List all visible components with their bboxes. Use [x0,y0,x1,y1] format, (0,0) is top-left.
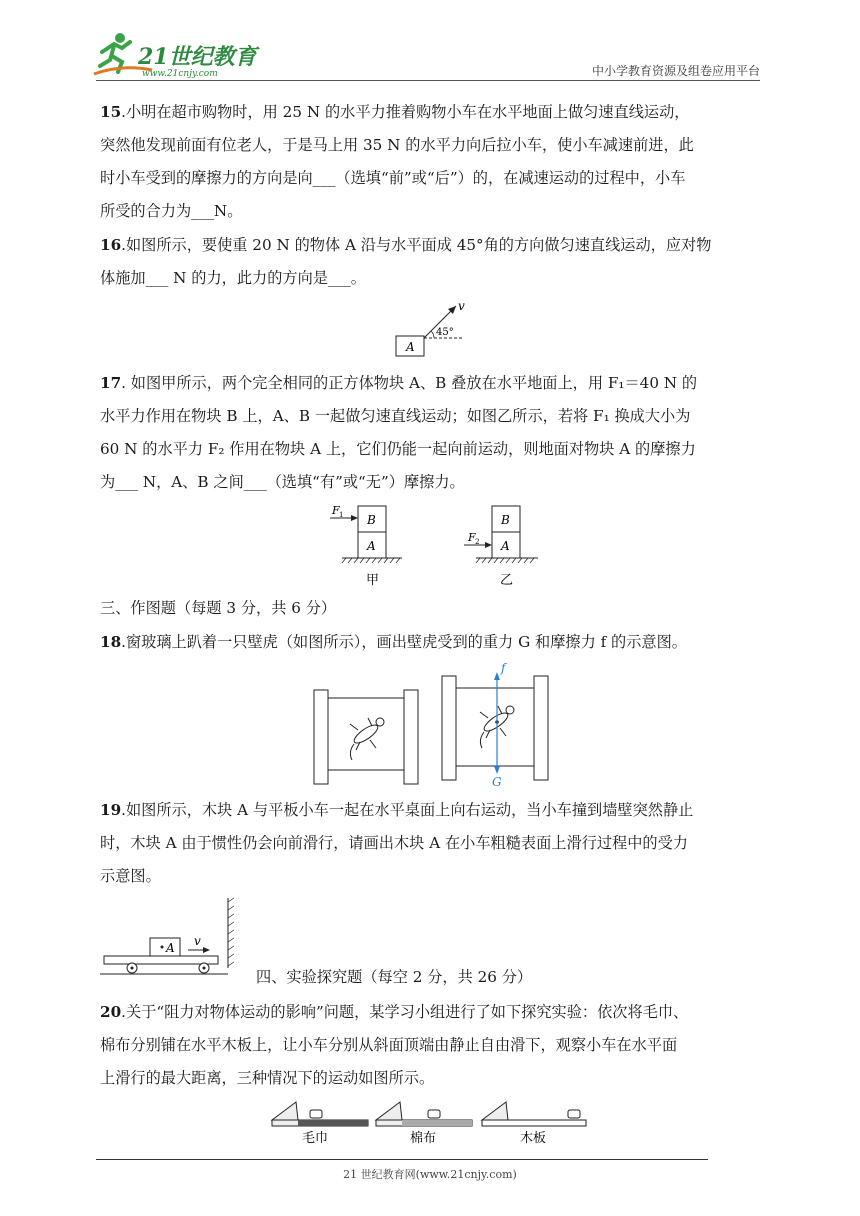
q18-g-label: G [492,775,502,789]
q15-line2: 突然他发现前面有位老人，于是马上用 35 N 的水平力向后拉小车，使小车减速前进，此 [100,136,694,154]
q17-line2: 水平力作用在物块 B 上，A、B 一起做匀速直线运动；如图乙所示，若将 F₁ 换成大小为 [100,407,691,425]
q16-v-label: v [458,299,465,313]
svg-text:A: A [501,539,510,553]
svg-text:A: A [367,539,376,553]
svg-text:2: 2 [475,538,480,546]
q17-figure-jia [330,504,402,588]
gecko-icon [350,718,384,760]
q18-figure [312,660,552,794]
q20-line1: .关于“阻力对物体运动的影响”问题，某学习小组进行了如下探究实验：依次将毛巾、 [121,1003,689,1021]
logo-text: 21世纪教育 [138,44,257,70]
ramp-board [482,1102,586,1146]
q19-line1: .如图所示，木块 A 与平板小车一起在水平桌面上向右运动，当小车撞到墙壁突然静止 [121,801,694,819]
q16-figure [390,298,470,364]
question-18 [100,626,762,659]
q16-number: 16 [100,236,122,254]
header-divider [96,80,760,81]
caption-yi: 乙 [500,573,514,588]
cart [104,956,218,964]
question-20 [100,996,762,1095]
q16-angle-label: 45° [436,327,454,338]
q17-figure [322,500,552,594]
svg-text:F: F [468,531,476,544]
q19-line3: 示意图。 [100,867,161,885]
caption-board: 木板 [520,1131,547,1146]
q17-line3: 60 N 的水平力 F₂ 作用在物块 A 上，它们仍能一起向前运动，则地面对物块 A 的摩擦力 [100,440,696,458]
svg-text:F: F [332,504,340,517]
ramp-towel [272,1102,368,1146]
section-3-title: 三、作图题（每题 3 分，共 6 分） [100,599,337,617]
q18-number: 18 [100,633,122,651]
svg-text:1: 1 [339,511,344,519]
q15-number: 15 [100,103,122,121]
q15-line3: 时小车受到的摩擦力的方向是向___（选填“前”或“后”）的，在减速运动的过程中，小车 [100,169,686,187]
q18-window-left [314,690,418,784]
caption-jia: 甲 [366,573,380,588]
caption-cotton: 棉布 [410,1131,437,1146]
footer-text: 21 世纪教育网(www.21cnjy.com) [343,1168,517,1181]
q18-f-label: f [501,661,506,675]
q15-line1: .小明在超市购物时，用 25 N 的水平力推着购物小车在水平地面上做匀速直线运动， [121,103,690,121]
q17-figure-yi [464,506,538,588]
header-slogan: 中小学教育资源及组卷应用平台 [591,64,760,78]
question-19 [100,794,762,893]
q17-line4: 为___ N，A、B 之间___（选填“有”或“无”）摩擦力。 [100,473,465,491]
logo-url: www.21cnjy.com [142,69,218,79]
q19-block [150,938,180,956]
q17-number: 17 [100,374,122,392]
q19-v-label: v [194,934,201,948]
footer-divider [96,1159,708,1160]
q19-figure [100,892,240,982]
question-17 [100,367,762,499]
q20-line3: 上滑行的最大距离，三种情况下的运动如图所示。 [100,1069,435,1087]
caption-towel: 毛巾 [302,1131,329,1146]
q16-line1: .如图所示，要使重 20 N 的物体 A 沿与水平面成 45°角的方向做匀速直线运动，应对物 [121,236,712,254]
section-4-title: 四、实验探究题（每空 2 分，共 26 分） [256,968,533,986]
q20-line2: 棉布分别铺在水平木板上，让小车分别从斜面顶端由静止自由滑下，观察小车在水平面 [100,1036,678,1054]
q19-number: 19 [100,801,122,819]
q15-line4: 所受的合力为___N。 [100,202,243,220]
q19-block-label: A [166,941,175,955]
ramp-cotton [376,1102,472,1146]
svg-text:B: B [501,513,510,527]
question-15 [100,96,762,228]
q16-line2: 体施加___ N 的力，此力的方向是___。 [100,269,366,287]
q19-line2: 时，木块 A 由于惯性仍会向前滑行，请画出木块 A 在小车粗糙表面上滑行过程中的受力 [100,834,688,852]
q16-block-label: A [406,340,415,354]
site-logo [92,30,262,80]
q20-number: 20 [100,1003,122,1021]
svg-text:B: B [367,513,376,527]
q18-line1: .窗玻璃上趴着一只壁虎（如图所示），画出壁虎受到的重力 G 和摩擦力 f 的示意图。 [121,633,687,651]
question-16 [100,229,762,295]
q17-line1: . 如图甲所示，两个完全相同的正方体物块 A、B 叠放在水平地面上，用 F₁＝40 N 的 [121,374,698,392]
q18-window-right [442,661,548,789]
q20-figure [268,1096,592,1152]
